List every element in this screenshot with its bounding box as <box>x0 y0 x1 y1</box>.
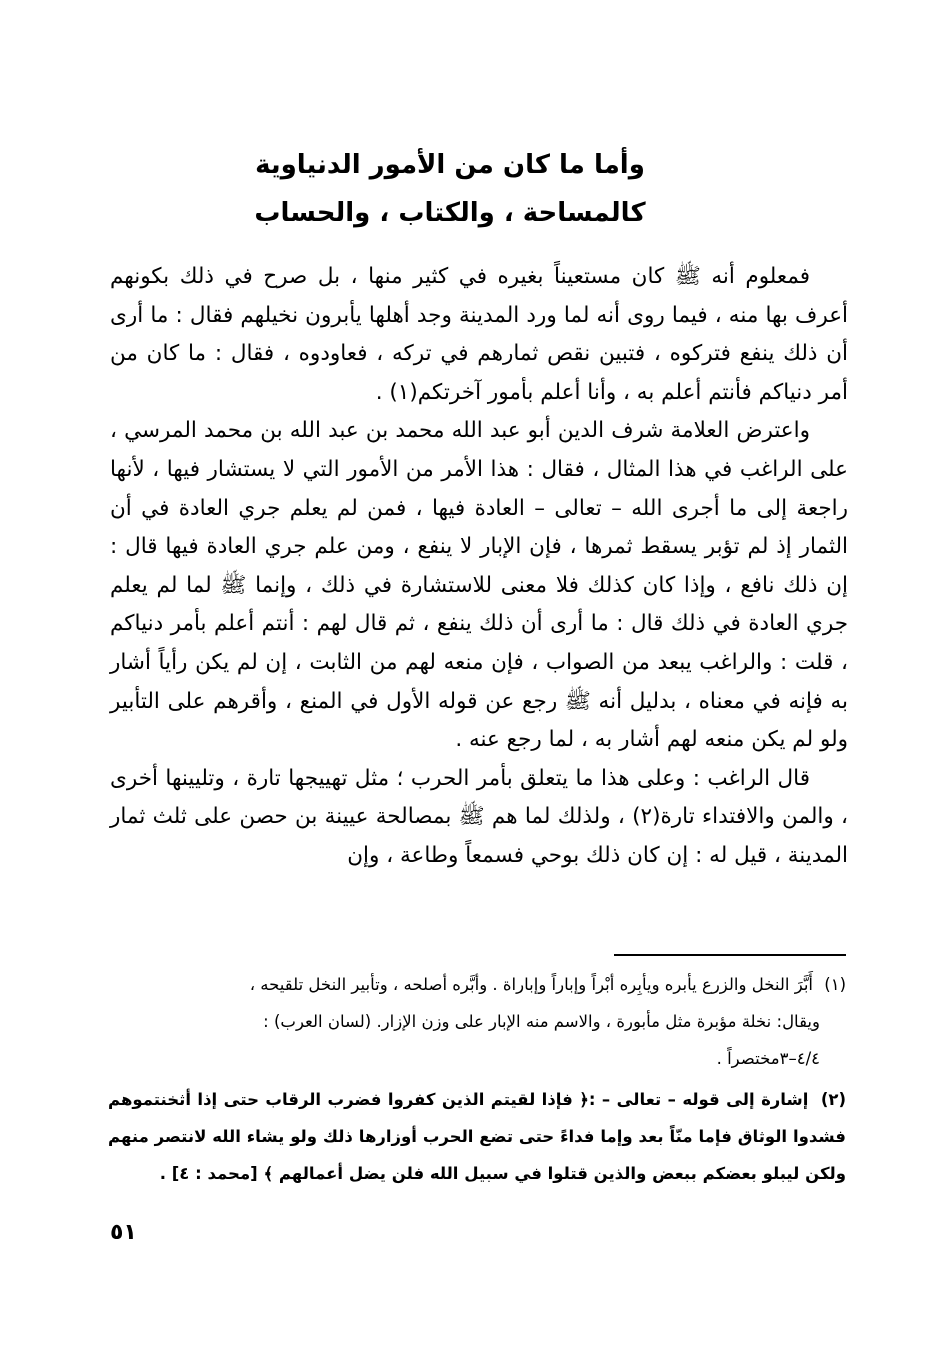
footnote-2-number: (٢) <box>820 1090 846 1109</box>
body-text <box>110 258 848 876</box>
footnote-2-text: إشارة إلى قوله – تعالى – :﴿ فإذا لقيتم الذين كفروا فضرب الرقاب حتى إذا أثخنتموهم فشدوا الوثاق فإما منّاً بعد وإما فداءً حتى تضع الحرب أوزارها ذلك ولو يشاء الله لانتصر منهم ولكن ليبلو بعضكم ببعض والذين قتلوا في سبيل الله فلن يضل أعمالهم ﴾ [محمد : ٤] . <box>108 1090 846 1183</box>
footnote-1-text: أَبَّرَ النخل والزرع يأبره ويأبِره أبْراً وإباراً وإباراة . وأبَّره أصلحه ، وتأبير النخل تلقيحه ، <box>249 975 813 994</box>
paragraph-3: قال الراغب : وعلى هذا ما يتعلق بأمر الحرب ؛ مثل تهييجها تارة ، وتليينها أخرى ، والمن والافتداء تارة(٢) ، ولذلك لما هم ﷺ بمصالحة عيينة بن حصن على ثلث ثمار المدينة ، قيل له : إن كان ذلك بوحي فسمعاً وطاعة ، وإن <box>110 765 849 868</box>
section-title-line-2: كالمساحة ، والكتاب ، والحساب <box>254 198 646 228</box>
section-title-line-1: وأما ما كان من الأمور الدنياوية <box>255 150 645 180</box>
footnote-1-continuation: ويقال: نخلة مؤبرة مثل مأبورة ، والاسم منه الإبار على وزن الإزار. (لسان العرب) : <box>263 1012 820 1031</box>
page-number: ٥١ <box>110 1220 137 1245</box>
footnote-1 <box>108 966 846 1003</box>
footnote-2 <box>108 1081 846 1192</box>
footnote-separator <box>614 954 846 956</box>
footnote-1-reference: ٤/٤–٣مختصراً . <box>716 1049 820 1068</box>
footnotes <box>108 966 846 1192</box>
paragraph-2: واعترض العلامة شرف الدين أبو عبد الله محمد بن عبد الله بن محمد المرسي ، على الراغب في هذا المثال ، فقال : هذا الأمر من الأمور التي لا يستشار فيها ، لأنها راجعة إلى ما أجرى الله – تعالى – العادة فيها ، فمن لم يعلم جري العادة في أن الثمار إذ لم تؤبر يسقط ثمرها ، فإن الإبار لا ينفع ، ومن علم جري العادة فيها قال : إن ذلك نافع ، وإذا كان كذلك فلا معنى للاستشارة في ذلك ، وإنما ﷺ لما لم يعلم جري العادة في ذلك قال : ما أرى أن ذلك ينفع ، ثم قال لهم : أنتم أعلم بأمر دنياكم ، قلت : والراغب يبعد من الصواب ، فإن منعه لهم من الثابت ، إن لم يكن رأياً أشار به فإنه في معناه ، بدليل أنه ﷺ رجع عن قوله الأول في المنع ، وأقرهم على التأبير ولو لم يكن منعه لهم أشار به ، لما رجع عنه . <box>110 418 848 753</box>
footnote-1-number: (١) <box>824 975 846 994</box>
paragraph-1: فمعلوم أنه ﷺ كان مستعيناً بغيره في كثير منها ، بل صرح في ذلك بكونهم أعرف بها منه ، فيما روى أنه لما ورد المدينة وجد أهلها يأبرون نخيلهم فقال : ما أرى أن ذلك ينفع فتركوه ، فتبين نقص ثمارهم في تركه ، فعاودوه ، فقال : ما كان من أمر دنياكم فأنتم أعلم به ، وأنا أعلم بأمور آخرتكم(١) . <box>110 264 848 405</box>
